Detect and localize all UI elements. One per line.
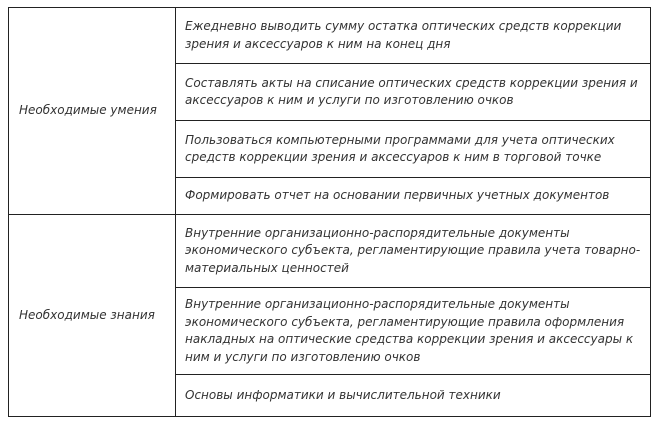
section-label-knowledge: Необходимые знания [9,215,176,417]
skill-item: Составлять акты на списание оптических средств коррекции зрения и аксессуаров к ним и услуги по изготовлению очков [176,64,651,121]
skill-item: Формировать отчет на основании первичных учетных документов [176,178,651,215]
knowledge-item: Внутренние организационно-распорядительные документы экономического субъекта, регламентирующие правила учета товарно-материальных ценностей [176,215,651,288]
table-row [9,8,651,64]
table-row [9,215,651,288]
knowledge-item: Внутренние организационно-распорядительные документы экономического субъекта, регламентирующие правила оформления накладных на оптические средства коррекции зрения и аксессуары к ним и услуги по изготовлению очков [176,288,651,375]
skill-item: Пользоваться компьютерными программами для учета оптических средств коррекции зрения и аксессуаров к ним в торговой точке [176,121,651,178]
knowledge-item: Основы информатики и вычислительной техники [176,375,651,417]
requirements-table [8,7,651,417]
section-label-skills: Необходимые умения [9,8,176,215]
skill-item: Ежедневно выводить сумму остатка оптических средств коррекции зрения и аксессуаров к ним на конец дня [176,8,651,64]
